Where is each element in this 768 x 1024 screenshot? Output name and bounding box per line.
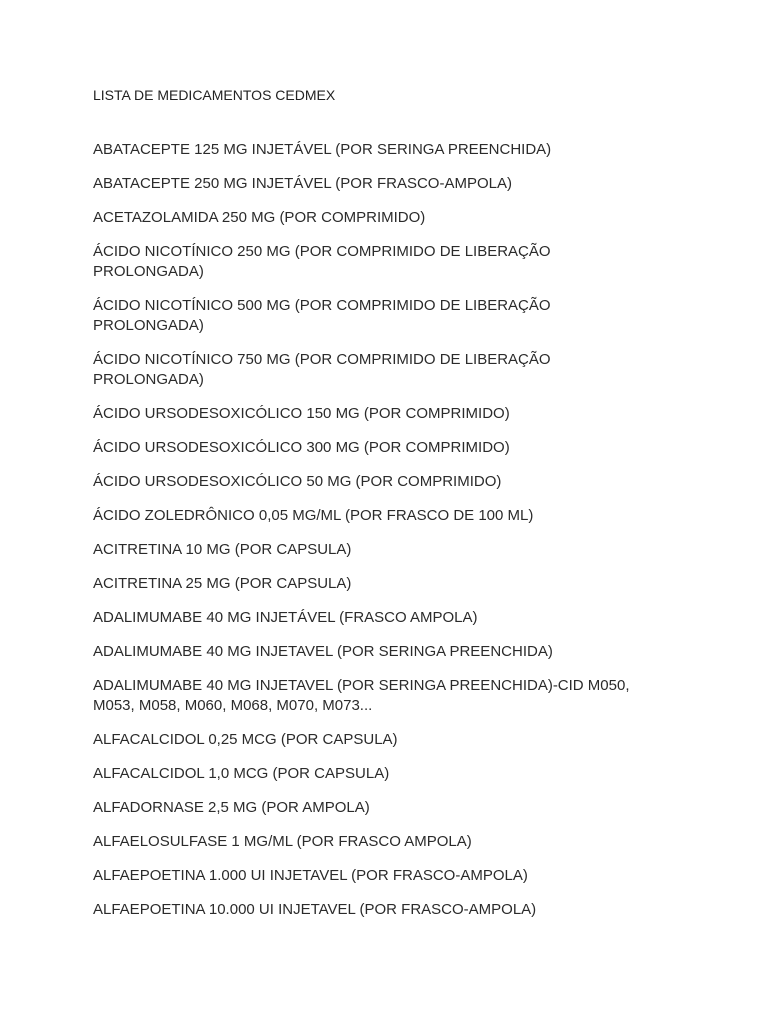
medication-list <box>93 140 663 934</box>
medication-item: ACETAZOLAMIDA 250 MG (POR COMPRIMIDO) <box>93 209 426 226</box>
document-title: LISTA DE MEDICAMENTOS CEDMEX <box>93 87 336 103</box>
medication-item: ACITRETINA 25 MG (POR CAPSULA) <box>93 575 352 592</box>
medication-item: ALFAEPOETINA 1.000 UI INJETAVEL (POR FRASCO-AMPOLA) <box>93 867 528 884</box>
medication-item: ÁCIDO ZOLEDRÔNICO 0,05 MG/ML (POR FRASCO DE 100 ML) <box>93 507 534 524</box>
medication-item: ADALIMUMABE 40 MG INJETÁVEL (FRASCO AMPOLA) <box>93 609 478 626</box>
medication-item: ADALIMUMABE 40 MG INJETAVEL (POR SERINGA PREENCHIDA)-CID M050, M053, M058, M060, M068, M070, M073... <box>93 677 630 714</box>
medication-item: ALFAELOSULFASE 1 MG/ML (POR FRASCO AMPOLA) <box>93 833 472 850</box>
medication-item: ÁCIDO NICOTÍNICO 250 MG (POR COMPRIMIDO DE LIBERAÇÃO PROLONGADA) <box>93 243 551 280</box>
medication-item: ALFAEPOETINA 10.000 UI INJETAVEL (POR FRASCO-AMPOLA) <box>93 901 537 918</box>
medication-item: ÁCIDO URSODESOXICÓLICO 50 MG (POR COMPRIMIDO) <box>93 473 502 490</box>
medication-item: ALFACALCIDOL 0,25 MCG (POR CAPSULA) <box>93 731 398 748</box>
medication-item: ÁCIDO URSODESOXICÓLICO 150 MG (POR COMPRIMIDO) <box>93 405 510 422</box>
medication-item: ACITRETINA 10 MG (POR CAPSULA) <box>93 541 352 558</box>
medication-item: ÁCIDO NICOTÍNICO 500 MG (POR COMPRIMIDO DE LIBERAÇÃO PROLONGADA) <box>93 297 551 334</box>
medication-item: ABATACEPTE 250 MG INJETÁVEL (POR FRASCO-AMPOLA) <box>93 175 512 192</box>
medication-item: ALFACALCIDOL 1,0 MCG (POR CAPSULA) <box>93 765 390 782</box>
medication-item: ALFADORNASE 2,5 MG (POR AMPOLA) <box>93 799 370 816</box>
medication-item: ADALIMUMABE 40 MG INJETAVEL (POR SERINGA PREENCHIDA) <box>93 643 553 660</box>
medication-item: ABATACEPTE 125 MG INJETÁVEL (POR SERINGA PREENCHIDA) <box>93 141 552 158</box>
medication-item: ÁCIDO NICOTÍNICO 750 MG (POR COMPRIMIDO DE LIBERAÇÃO PROLONGADA) <box>93 351 551 388</box>
medication-item: ÁCIDO URSODESOXICÓLICO 300 MG (POR COMPRIMIDO) <box>93 439 510 456</box>
